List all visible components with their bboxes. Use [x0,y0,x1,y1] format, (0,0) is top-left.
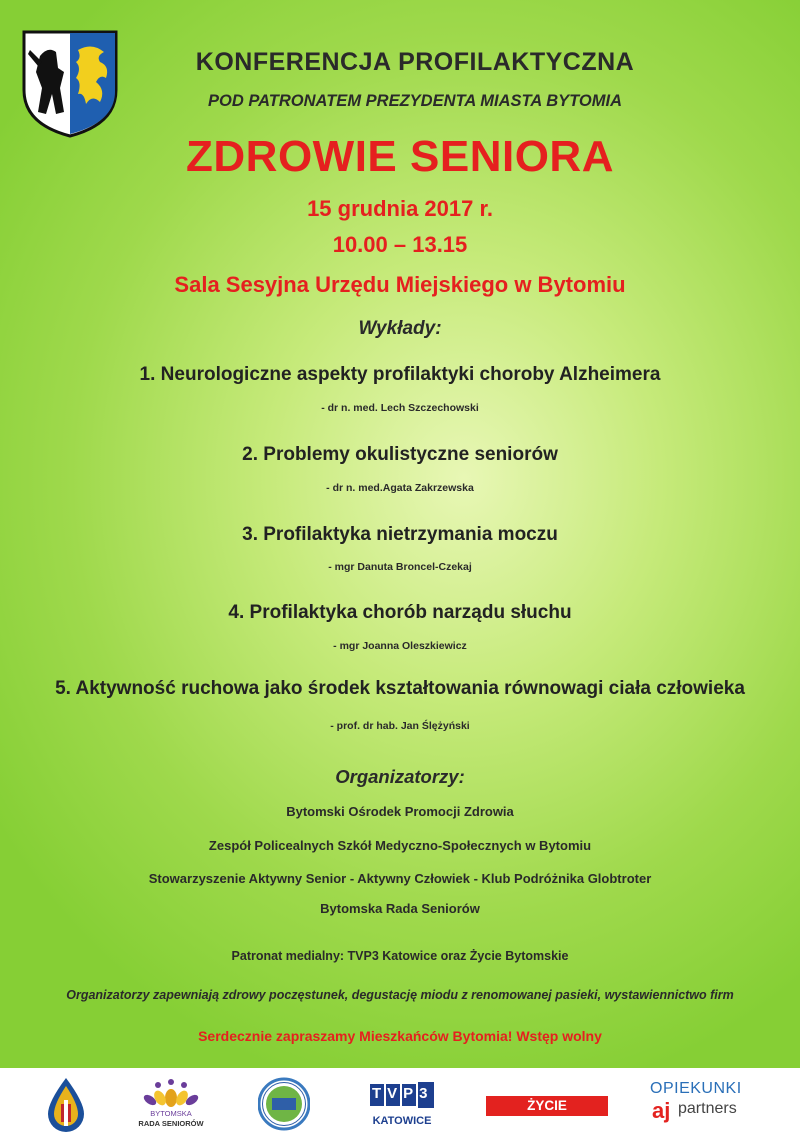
lecture-speaker: - mgr Danuta Broncel-Czekaj [328,561,472,573]
event-venue: Sala Sesyjna Urzędu Miejskiego w Bytomiu [174,272,626,297]
lecture-speaker: - dr n. med.Agata Zakrzewska [326,482,474,494]
tvp3-city: KATOWICE [372,1115,432,1127]
invitation-line: Serdecznie zapraszamy Mieszkańców Bytomia! Wstęp wolny [198,1028,602,1044]
media-patronage: Patronat medialny: TVP3 Katowice oraz Życie Bytomskie [231,949,569,963]
organizer-item: Stowarzyszenie Aktywny Senior - Aktywny Człowiek - Klub Podróżnika Globtroter [148,871,652,886]
lecture-speaker: - dr n. med. Lech Szczechowski [321,402,479,414]
conference-label: KONFERENCJA PROFILAKTYCZNA [195,48,635,76]
sponsor-logo-bar [0,1068,800,1139]
lecture-title: 1. Neurologiczne aspekty profilaktyki choroby Alzheimera [139,364,661,385]
organizer-item: Bytomska Rada Seniorów [320,901,480,916]
lecture-title: 5. Aktywność ruchowa jako środek kształtowania równowagi ciała człowieka [55,678,745,699]
opiekunki-text: OPIEKUNKI [650,1080,742,1097]
patronage-line: POD PATRONATEM PREZYDENTA MIASTA BYTOMIA [207,92,623,110]
opiekunki-aj-mark: aj [652,1098,671,1123]
health-promotion-logo [44,1076,88,1134]
lecture-title: 3. Profilaktyka nietrzymania moczu [242,524,558,545]
lecture-speaker: - mgr Joanna Oleszkiewicz [333,640,467,652]
lecture-title: 2. Problemy okulistyczne seniorów [242,444,558,465]
event-time: 10.00 – 13.15 [332,232,468,257]
rada-seniorow-text1: BYTOMSKA [150,1109,192,1118]
zycie-bytomskie-logo: ŻYCIE BYTOMSKIE [486,1096,608,1116]
opiekunki-partners: partners [678,1100,737,1117]
aktywny-senior-badge-icon [258,1076,310,1132]
organizer-item: Bytomski Ośrodek Promocji Zdrowia [286,804,514,819]
rada-seniorow-text2: RADA SENIORÓW [138,1119,204,1128]
event-date: 15 grudnia 2017 r. [307,196,493,221]
tvp3-text: TVP3 [372,1085,434,1102]
bytom-coat-of-arms [20,28,120,140]
organizer-item: Zespół Policealnych Szkół Medyczno-Społecznych w Bytomiu [208,838,592,853]
lecture-speaker: - prof. dr hab. Jan Ślężyński [330,720,470,732]
rada-seniorow-lotus-icon [136,1076,206,1108]
catering-note: Organizatorzy zapewniają zdrowy poczęstunek, degustację miodu z renomowanej pasieki, wystawiennictwo firm [66,988,734,1002]
lectures-heading: Wykłady: [358,318,442,339]
organizers-heading: Organizatorzy: [335,766,465,787]
event-title: ZDROWIE SENIORA [186,132,614,181]
lecture-title: 4. Profilaktyka chorób narządu słuchu [228,602,572,623]
